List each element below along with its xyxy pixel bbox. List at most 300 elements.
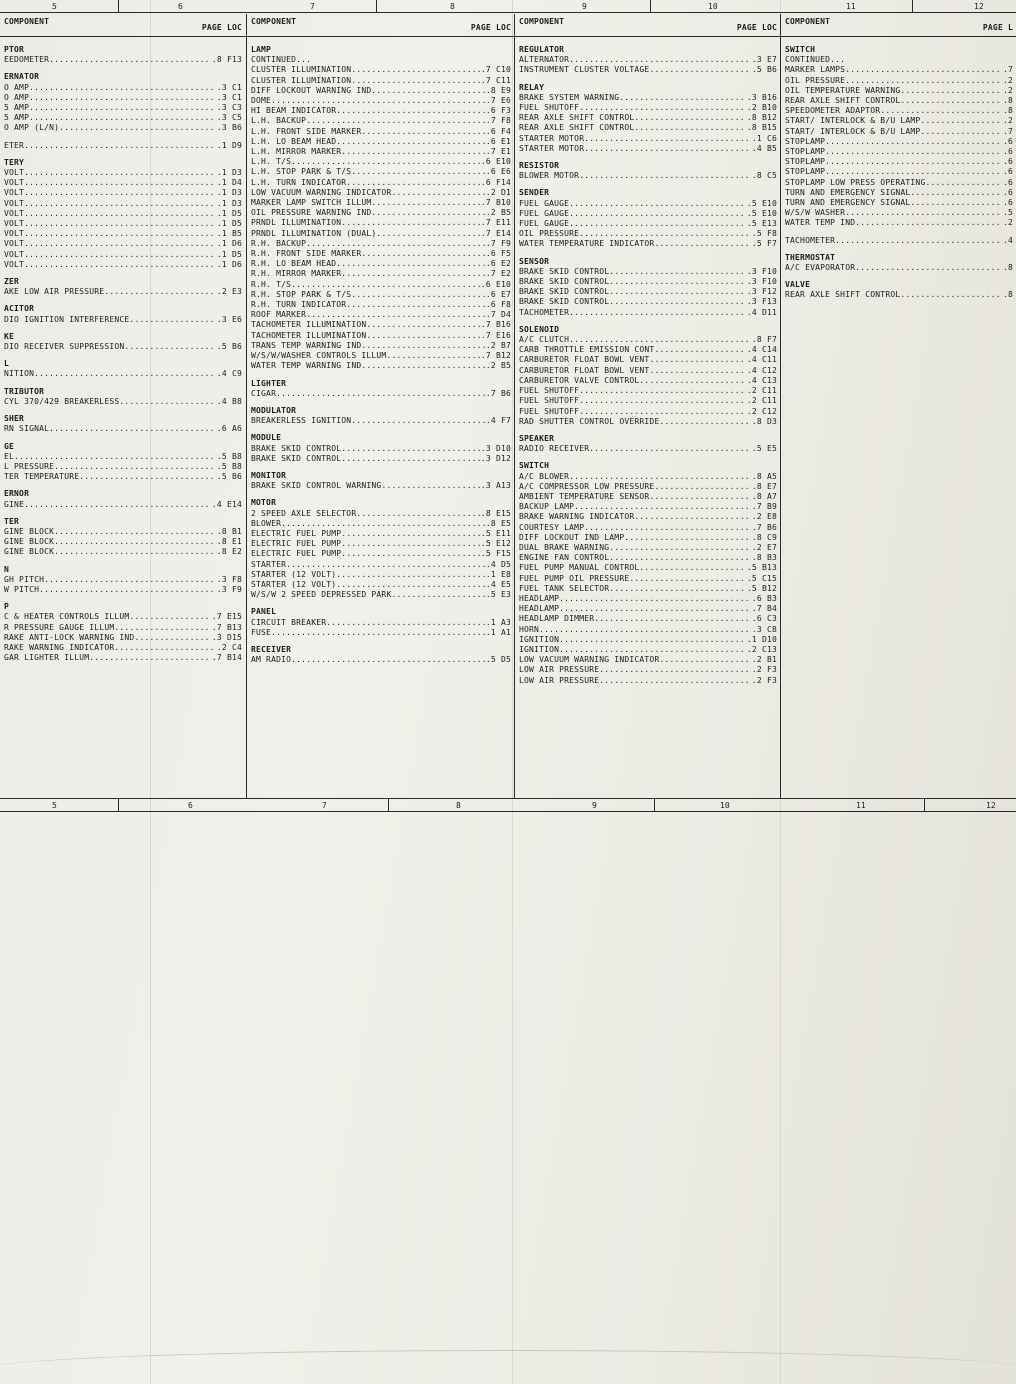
entry-text: R.H. STOP PARK & T/S bbox=[251, 289, 352, 299]
index-entry bbox=[519, 134, 777, 144]
entry-text: ELECTRIC FUEL PUMP bbox=[251, 528, 342, 538]
page-location: .5 E12 bbox=[480, 539, 511, 549]
page-location: .2 D1 bbox=[485, 187, 511, 197]
entry-text: FUEL SHUTOFF bbox=[519, 103, 580, 113]
dot-leader bbox=[920, 127, 1002, 137]
index-entry bbox=[4, 219, 242, 229]
page-location: .4 D5 bbox=[485, 559, 511, 569]
entry-text: MARKER LAMP SWITCH ILLUM bbox=[251, 198, 372, 208]
page-location: .3 F8 bbox=[216, 574, 242, 584]
page-location: .6 bbox=[1002, 187, 1013, 197]
dot-leader bbox=[599, 676, 751, 686]
section-title: REGULATOR bbox=[519, 45, 565, 54]
entry-text: VOLT bbox=[4, 208, 25, 218]
dot-leader bbox=[129, 315, 215, 325]
entry-text: BRAKE SKID CONTROL bbox=[251, 453, 342, 463]
entry-text: PRNDL ILLUMINATION bbox=[251, 218, 342, 228]
index-entry bbox=[785, 65, 1013, 75]
dot-leader bbox=[391, 188, 484, 198]
dot-leader bbox=[624, 533, 751, 543]
section-title: TER bbox=[4, 516, 20, 526]
page-location: .7 B10 bbox=[480, 198, 511, 208]
dot-leader bbox=[845, 208, 1002, 218]
dot-leader bbox=[845, 65, 1002, 75]
dot-leader bbox=[855, 263, 1002, 273]
page-location: .8 D3 bbox=[751, 416, 777, 426]
component-heading: COMPONENT bbox=[785, 17, 831, 26]
page-curl bbox=[0, 1350, 1016, 1384]
entry-text: BRAKE SKID CONTROL bbox=[251, 443, 342, 453]
entry-text: NITION bbox=[4, 369, 35, 379]
page-location: .1 A1 bbox=[485, 627, 511, 637]
index-entry bbox=[785, 198, 1013, 208]
entry-text: R.H. T/S bbox=[251, 279, 292, 289]
page-location: .2 F3 bbox=[751, 665, 777, 675]
dot-leader bbox=[371, 208, 485, 218]
dot-leader bbox=[24, 219, 216, 229]
page-location: .5 bbox=[1002, 208, 1013, 218]
entry-text: DIFF LOCKOUT WARNING IND bbox=[251, 85, 372, 95]
page-location: .7 E14 bbox=[480, 228, 511, 238]
index-entry bbox=[251, 331, 511, 341]
dot-leader bbox=[124, 342, 216, 352]
entry-text: L PRESSURE bbox=[4, 461, 55, 471]
entry-text: HEADLAMP bbox=[519, 604, 560, 614]
page-location: .5 F7 bbox=[751, 239, 777, 249]
entry-text: AM RADIO bbox=[251, 655, 292, 665]
entry-text: ROOF MARKER bbox=[251, 310, 307, 320]
entry-text: RAKE ANTI-LOCK WARNING IND bbox=[4, 632, 135, 642]
section-title: THERMOSTAT bbox=[785, 252, 836, 262]
index-entry bbox=[519, 502, 777, 512]
index-entry bbox=[251, 628, 511, 638]
entry-text: 5 AMP bbox=[4, 113, 30, 123]
entry-text: RAKE WARNING INDICATOR bbox=[4, 642, 115, 652]
dot-leader bbox=[654, 345, 745, 355]
dot-leader bbox=[29, 103, 216, 113]
dot-leader bbox=[336, 137, 485, 147]
dot-leader bbox=[326, 618, 485, 628]
index-entry bbox=[4, 537, 242, 547]
entry-text: GINE BLOCK bbox=[4, 547, 55, 557]
page-location: .6 E1 bbox=[485, 136, 511, 146]
dot-leader bbox=[371, 86, 485, 96]
entry-text: W PITCH bbox=[4, 584, 40, 594]
dot-leader bbox=[54, 462, 216, 472]
entry-text: FUEL SHUTOFF bbox=[519, 386, 580, 396]
section-title: P bbox=[4, 602, 10, 612]
index-entry bbox=[4, 188, 242, 198]
page-location: .4 D11 bbox=[746, 307, 777, 317]
page-location: .2 C11 bbox=[746, 386, 777, 396]
index-entry bbox=[251, 389, 511, 399]
index-entry bbox=[4, 103, 242, 113]
section-title: MODULATOR bbox=[251, 405, 297, 415]
index-entry bbox=[519, 543, 777, 553]
dot-leader bbox=[346, 178, 480, 188]
index-entry bbox=[519, 574, 777, 584]
dot-leader bbox=[14, 452, 216, 462]
page-location: .8 C5 bbox=[751, 171, 777, 181]
dot-leader bbox=[346, 300, 485, 310]
page-location: .2 C13 bbox=[746, 644, 777, 654]
index-entry bbox=[4, 462, 242, 472]
entry-text: R.H. FRONT SIDE MARKER bbox=[251, 249, 362, 259]
dot-leader bbox=[900, 290, 1002, 300]
index-entry bbox=[519, 444, 777, 454]
page-location: .3 F10 bbox=[746, 266, 777, 276]
dot-leader bbox=[341, 529, 480, 539]
entry-text: HORN bbox=[519, 624, 540, 634]
entry-text: WATER TEMP IND bbox=[785, 218, 856, 228]
entry-text: EEDOMETER bbox=[4, 55, 50, 65]
page-location: .7 bbox=[1002, 126, 1013, 136]
index-entry bbox=[785, 263, 1013, 273]
index-entry bbox=[519, 407, 777, 417]
dot-leader bbox=[276, 389, 485, 399]
index-entry bbox=[251, 218, 511, 228]
entry-text: STARTER MOTOR bbox=[519, 133, 585, 143]
index-entry bbox=[4, 178, 242, 188]
index-entry bbox=[251, 509, 511, 519]
dot-leader bbox=[659, 417, 750, 427]
entry-text: BREAKERLESS IGNITION bbox=[251, 416, 352, 426]
dot-leader bbox=[286, 560, 485, 570]
entry-text: HI BEAM INDICATOR bbox=[251, 106, 337, 116]
entry-text: VOLT bbox=[4, 178, 25, 188]
index-entry bbox=[251, 188, 511, 198]
dot-leader bbox=[639, 376, 745, 386]
index-entry bbox=[519, 345, 777, 355]
entry-text: AMBIENT TEMPERATURE SENSOR bbox=[519, 491, 650, 501]
index-entry bbox=[251, 86, 511, 96]
dot-leader bbox=[609, 553, 751, 563]
entry-text: TURN AND EMERGENCY SIGNAL bbox=[785, 187, 911, 197]
entry-text: REAR AXLE SHIFT CONTROL bbox=[519, 123, 635, 133]
index-entry bbox=[4, 55, 242, 65]
dot-leader bbox=[594, 614, 751, 624]
entry-text: R.H. BACKUP bbox=[251, 238, 307, 248]
dot-leader bbox=[619, 93, 746, 103]
index-entry bbox=[785, 137, 1013, 147]
dot-leader bbox=[29, 93, 216, 103]
component-heading: COMPONENT bbox=[519, 17, 565, 26]
index-entry bbox=[519, 645, 777, 655]
page-location: .3 C5 bbox=[216, 113, 242, 123]
dot-leader bbox=[336, 106, 485, 116]
dot-leader bbox=[579, 386, 746, 396]
page-location: .5 B6 bbox=[216, 472, 242, 482]
page-location: .6 F3 bbox=[485, 106, 511, 116]
page-location: .4 C14 bbox=[746, 345, 777, 355]
page-location: .1 A3 bbox=[485, 617, 511, 627]
index-entry bbox=[4, 168, 242, 178]
grid-number: 9 bbox=[582, 2, 587, 11]
index-entry bbox=[251, 341, 511, 351]
dot-leader bbox=[281, 519, 485, 529]
dot-leader bbox=[579, 171, 751, 181]
page-location: .5 B8 bbox=[216, 451, 242, 461]
page-location: .8 bbox=[1002, 106, 1013, 116]
entry-text: STOPLAMP LOW PRESS OPERATING bbox=[785, 177, 926, 187]
index-entry bbox=[4, 260, 242, 270]
page-location: .7 E11 bbox=[480, 218, 511, 228]
index-entry bbox=[4, 612, 242, 622]
page-location: .7 E6 bbox=[485, 96, 511, 106]
index-entry bbox=[4, 500, 242, 510]
page-location: .7 B4 bbox=[751, 604, 777, 614]
grid-number: 9 bbox=[592, 801, 597, 810]
dot-leader bbox=[910, 198, 1002, 208]
page-location: .6 bbox=[1002, 198, 1013, 208]
page-location: .7 E2 bbox=[485, 269, 511, 279]
entry-text: CARB THROTTLE EMISSION CONT bbox=[519, 345, 655, 355]
page-location: .5 E10 bbox=[746, 208, 777, 218]
dot-leader bbox=[29, 83, 216, 93]
index-entry bbox=[4, 527, 242, 537]
section-title: RECEIVER bbox=[251, 644, 292, 654]
entry-text: 2 SPEED AXLE SELECTOR bbox=[251, 508, 357, 518]
entry-text: IGNITION bbox=[519, 634, 560, 644]
index-entry bbox=[251, 300, 511, 310]
dot-leader bbox=[589, 444, 751, 454]
grid-number: 11 bbox=[856, 801, 866, 810]
entry-text: L.H. FRONT SIDE MARKER bbox=[251, 126, 362, 136]
entry-text: L.H. MIRROR MARKER bbox=[251, 147, 342, 157]
index-entry bbox=[4, 623, 242, 633]
dot-leader bbox=[44, 575, 216, 585]
page-location: .6 F4 bbox=[485, 126, 511, 136]
dot-leader bbox=[129, 612, 210, 622]
index-entry bbox=[785, 116, 1013, 126]
grid-number: 10 bbox=[720, 801, 730, 810]
index-entry bbox=[4, 209, 242, 219]
dot-leader bbox=[584, 523, 751, 533]
index-entry bbox=[519, 533, 777, 543]
index-entry bbox=[785, 86, 1013, 96]
component-heading: COMPONENT bbox=[4, 17, 50, 26]
entry-text: STARTER (12 VOLT) bbox=[251, 569, 337, 579]
page-location: .2 bbox=[1002, 85, 1013, 95]
index-entry bbox=[519, 512, 777, 522]
page-location: .6 E10 bbox=[480, 157, 511, 167]
entry-text: L.H. TURN INDICATOR bbox=[251, 177, 347, 187]
entry-text: STARTER MOTOR bbox=[519, 143, 585, 153]
dot-leader bbox=[361, 249, 485, 259]
page-location: .8 C9 bbox=[751, 532, 777, 542]
entry-text: EL bbox=[4, 451, 15, 461]
entry-text: CONTINUED... bbox=[785, 55, 846, 65]
dot-leader bbox=[24, 141, 216, 151]
dot-leader bbox=[351, 416, 485, 426]
page-location: .2 bbox=[1002, 75, 1013, 85]
index-entry bbox=[519, 229, 777, 239]
index-entry bbox=[4, 575, 242, 585]
dot-leader bbox=[599, 665, 751, 675]
page-location: .5 B12 bbox=[746, 583, 777, 593]
dot-leader bbox=[361, 127, 485, 137]
section-title: SOLENOID bbox=[519, 324, 560, 334]
entry-text: STARTER (12 VOLT) bbox=[251, 579, 337, 589]
dot-leader bbox=[559, 604, 751, 614]
entry-text: COURTESY LAMP bbox=[519, 522, 585, 532]
dot-leader bbox=[574, 502, 751, 512]
entry-text: BLOWER MOTOR bbox=[519, 171, 580, 181]
index-entry bbox=[785, 96, 1013, 106]
index-entry bbox=[519, 482, 777, 492]
index-entry bbox=[519, 297, 777, 307]
entry-text: BLOWER bbox=[251, 518, 282, 528]
page-location: .6 E10 bbox=[480, 279, 511, 289]
page-location: .5 D5 bbox=[485, 655, 511, 665]
section-title: KE bbox=[4, 331, 15, 341]
page-location: .1 C6 bbox=[751, 133, 777, 143]
page-location: .3 B16 bbox=[746, 92, 777, 102]
dot-leader bbox=[291, 157, 480, 167]
page-location: .3 E7 bbox=[751, 55, 777, 65]
entry-text: LOW VACUUM WARNING INDICATOR bbox=[519, 655, 660, 665]
entry-text: 5 AMP bbox=[4, 103, 30, 113]
dot-leader bbox=[900, 86, 1002, 96]
grid-number: 5 bbox=[52, 801, 57, 810]
page-location: .5 E13 bbox=[746, 219, 777, 229]
index-entry bbox=[785, 167, 1013, 177]
page-location: .8 E5 bbox=[485, 518, 511, 528]
index-column bbox=[514, 14, 781, 798]
dot-leader bbox=[609, 277, 746, 287]
dot-leader bbox=[306, 239, 485, 249]
entry-text: TURN AND EMERGENCY SIGNAL bbox=[785, 198, 911, 208]
index-entry bbox=[251, 280, 511, 290]
page-location: .8 bbox=[1002, 263, 1013, 273]
entry-text: START/ INTERLOCK & B/U LAMP bbox=[785, 116, 921, 126]
index-entry bbox=[519, 655, 777, 665]
index-entry bbox=[519, 386, 777, 396]
entry-text: FUEL PUMP MANUAL CONTROL bbox=[519, 563, 640, 573]
page-location: .3 C1 bbox=[216, 82, 242, 92]
index-entry bbox=[519, 103, 777, 113]
entry-text: ELECTRIC FUEL PUMP bbox=[251, 549, 342, 559]
index-entry bbox=[519, 594, 777, 604]
entry-text: VOLT bbox=[4, 259, 25, 269]
dot-leader bbox=[291, 655, 485, 665]
page-location: .8 A7 bbox=[751, 491, 777, 501]
index-entry bbox=[251, 259, 511, 269]
index-entry bbox=[519, 113, 777, 123]
page-loc-heading: PAGE L bbox=[982, 23, 1013, 32]
dot-leader bbox=[351, 76, 480, 86]
dot-leader bbox=[271, 96, 485, 106]
page-location: .5 C15 bbox=[746, 573, 777, 583]
index-entry bbox=[4, 342, 242, 352]
page-location: .5 B6 bbox=[216, 342, 242, 352]
entry-text: R.H. MIRROR MARKER bbox=[251, 269, 342, 279]
page-location: .3 F9 bbox=[216, 584, 242, 594]
index-entry bbox=[785, 147, 1013, 157]
page-location: .7 E1 bbox=[485, 147, 511, 157]
dot-leader bbox=[24, 500, 211, 510]
index-entry bbox=[519, 65, 777, 75]
dot-leader bbox=[649, 492, 750, 502]
dot-leader bbox=[825, 157, 1002, 167]
dot-leader bbox=[341, 539, 480, 549]
index-entry bbox=[251, 529, 511, 539]
section-title: PANEL bbox=[251, 607, 277, 617]
page-location: .3 C3 bbox=[216, 103, 242, 113]
entry-text: FUEL SHUTOFF bbox=[519, 396, 580, 406]
index-entry bbox=[251, 116, 511, 126]
entry-text: DOME bbox=[251, 96, 272, 106]
index-entry bbox=[251, 519, 511, 529]
entry-text: FUEL PUMP OIL PRESSURE bbox=[519, 573, 630, 583]
index-entry bbox=[251, 290, 511, 300]
entry-text: BRAKE WARNING INDICATOR bbox=[519, 512, 635, 522]
page-location: .8 bbox=[1002, 290, 1013, 300]
section-title: VALVE bbox=[785, 280, 811, 290]
entry-text: CARBURETOR FLOAT BOWL VENT bbox=[519, 365, 650, 375]
index-entry bbox=[251, 167, 511, 177]
page-location: .8 bbox=[1002, 96, 1013, 106]
dot-leader bbox=[24, 188, 216, 198]
page-location: .2 C12 bbox=[746, 406, 777, 416]
index-entry bbox=[251, 55, 511, 65]
index-entry bbox=[251, 444, 511, 454]
dot-leader bbox=[569, 55, 751, 65]
dot-leader bbox=[341, 444, 480, 454]
page-location: .4 F7 bbox=[485, 416, 511, 426]
index-entry bbox=[251, 157, 511, 167]
dot-leader bbox=[24, 168, 216, 178]
page-location: .2 B10 bbox=[746, 103, 777, 113]
page-location: .1 D5 bbox=[216, 249, 242, 259]
entry-text: GH PITCH bbox=[4, 574, 45, 584]
index-entry bbox=[4, 199, 242, 209]
index-entry bbox=[251, 249, 511, 259]
index-entry bbox=[519, 376, 777, 386]
entry-text: O AMP bbox=[4, 82, 30, 92]
entry-text: REAR AXLE SHIFT CONTROL bbox=[785, 290, 901, 300]
page-location: .6 E6 bbox=[485, 167, 511, 177]
entry-text: DIO IGNITION INTERFERENCE bbox=[4, 314, 130, 324]
dot-leader bbox=[654, 482, 750, 492]
page-location: .3 F13 bbox=[746, 297, 777, 307]
page-location: .8 B1 bbox=[216, 526, 242, 536]
dot-leader bbox=[291, 280, 480, 290]
dot-leader bbox=[900, 96, 1002, 106]
entry-text: R.H. TURN INDICATOR bbox=[251, 300, 347, 310]
entry-text: TRANS TEMP WARNING IND bbox=[251, 340, 362, 350]
page-location: .8 E7 bbox=[751, 481, 777, 491]
page-location: .1 D6 bbox=[216, 239, 242, 249]
page-location: .6 bbox=[1002, 136, 1013, 146]
index-entry bbox=[519, 417, 777, 427]
section-title: GE bbox=[4, 441, 15, 451]
page-location: .8 B15 bbox=[746, 123, 777, 133]
index-entry bbox=[4, 369, 242, 379]
index-entry bbox=[519, 171, 777, 181]
index-entry bbox=[251, 229, 511, 239]
dot-leader bbox=[336, 580, 485, 590]
dot-leader bbox=[910, 188, 1002, 198]
dot-leader bbox=[925, 178, 1001, 188]
page-location: .7 B12 bbox=[480, 351, 511, 361]
index-entry bbox=[519, 308, 777, 318]
entry-text: CLUSTER ILLUMINATION bbox=[251, 65, 352, 75]
index-entry bbox=[4, 113, 242, 123]
page-location: .8 E1 bbox=[216, 537, 242, 547]
index-entry bbox=[519, 355, 777, 365]
section-title: SWITCH bbox=[519, 461, 550, 471]
